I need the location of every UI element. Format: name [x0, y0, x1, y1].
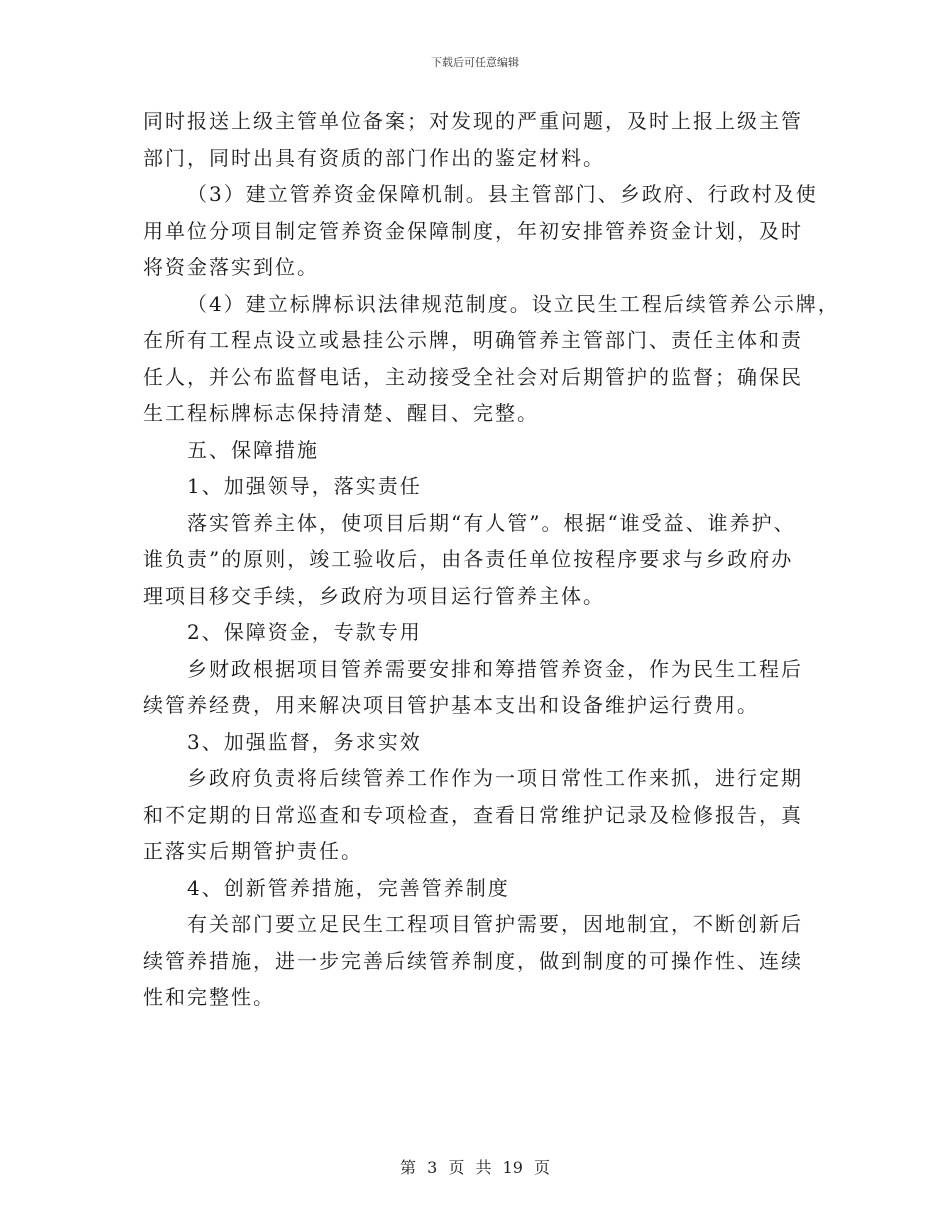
paragraph-start: 有关部门要立足民生工程项目管护需要，因地制宜，不断创新后 [187, 912, 803, 936]
subsection-heading: 2、保障资金，专款专用 [187, 620, 422, 644]
text-line: 续管养经费，用来解决项目管护基本支出和设备维护运行费用。 [143, 693, 759, 717]
subsection-heading: 3、加强监督，务求实效 [187, 729, 422, 754]
text-line: 和不定期的日常巡查和专项检查，查看日常维护记录及检修报告，真 [143, 802, 803, 827]
text-line: 谁负责”的原则，竣工验收后，由各责任单位按程序要求与乡政府办 [143, 547, 794, 571]
text-line: 将资金落实到位。 [143, 255, 319, 279]
text-line: 生工程标牌标志保持清楚、醒目、完整。 [143, 401, 539, 425]
paragraph-start: （4）建立标牌标识法律规范制度。设立民生工程后续管养公示牌， [187, 291, 840, 316]
paragraph-start: 乡政府负责将后续管养工作作为一项日常性工作来抓，进行定期 [187, 766, 803, 790]
text-line: 续管养措施，进一步完善后续管养制度，做到制度的可操作性、连续 [143, 948, 803, 973]
text-line: 在所有工程点设立或悬挂公示牌，明确管养主管部门、责任主体和责 [143, 328, 803, 352]
text-line: 同时报送上级主管单位备案；对发现的严重问题，及时上报上级主管 [143, 109, 803, 133]
section-heading: 五、保障措施 [187, 437, 319, 462]
text-line: 理项目移交手续，乡政府为项目运行管养主体。 [143, 583, 605, 608]
paragraph-start: 乡财政根据项目管养需要安排和筹措管养资金，作为民生工程后 [187, 656, 803, 681]
text-line: 性和完整性。 [143, 985, 275, 1009]
page-number-footer: 第 3 页 共 19 页 [400, 1158, 550, 1177]
text-line: 用单位分项目制定管养资金保障制度，年初安排管养资金计划，及时 [143, 218, 803, 243]
text-line: 正落实后期管护责任。 [143, 839, 363, 863]
text-line: 部门，同时出具有资质的部门作出的鉴定材料。 [143, 145, 605, 170]
document-body [143, 103, 840, 1016]
subsection-heading: 4、创新管养措施，完善管养制度 [187, 875, 510, 900]
page-header: 下载后可任意编辑 [431, 56, 519, 69]
paragraph-start: （3）建立管养资金保障机制。县主管部门、乡政府、行政村及使 [187, 182, 818, 206]
subsection-heading: 1、加强领导，落实责任 [187, 474, 422, 498]
paragraph-start: 落实管养主体，使项目后期“有人管”。根据“谁受益、谁养护、 [187, 510, 796, 535]
text-line: 任人，并公布监督电话，主动接受全社会对后期管护的监督；确保民 [143, 364, 803, 389]
